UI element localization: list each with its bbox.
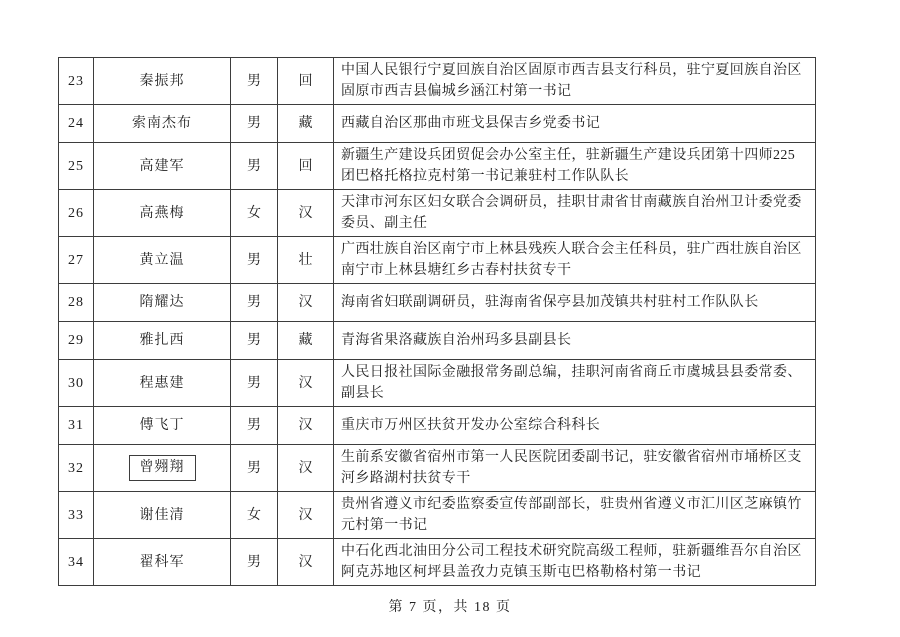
table-row xyxy=(59,322,816,360)
cell-ethnicity: 回 xyxy=(278,58,334,105)
cell-ethnicity: 汉 xyxy=(278,190,334,237)
roster-table-body xyxy=(59,58,816,586)
cell-gender: 男 xyxy=(231,143,278,190)
table-row xyxy=(59,445,816,492)
cell-ethnicity: 汉 xyxy=(278,360,334,407)
cell-gender: 女 xyxy=(231,492,278,539)
cell-ethnicity: 藏 xyxy=(278,322,334,360)
roster-table xyxy=(58,57,816,586)
cell-number: 25 xyxy=(59,143,94,190)
table-row xyxy=(59,58,816,105)
table-row xyxy=(59,237,816,284)
cell-number: 26 xyxy=(59,190,94,237)
cell-ethnicity: 藏 xyxy=(278,105,334,143)
cell-gender: 男 xyxy=(231,58,278,105)
table-row xyxy=(59,143,816,190)
cell-name: 雅扎西 xyxy=(94,322,231,360)
cell-description: 中石化西北油田分公司工程技术研究院高级工程师，驻新疆维吾尔自治区阿克苏地区柯坪县盖孜力克镇玉斯屯巴格勒格村第一书记 xyxy=(334,539,816,586)
cell-number: 33 xyxy=(59,492,94,539)
cell-description: 重庆市万州区扶贫开发办公室综合科科长 xyxy=(334,407,816,445)
cell-ethnicity: 壮 xyxy=(278,237,334,284)
cell-number: 31 xyxy=(59,407,94,445)
table-row xyxy=(59,105,816,143)
cell-number: 23 xyxy=(59,58,94,105)
cell-number: 27 xyxy=(59,237,94,284)
cell-gender: 男 xyxy=(231,539,278,586)
table-row xyxy=(59,284,816,322)
cell-name: 翟科军 xyxy=(94,539,231,586)
cell-description: 青海省果洛藏族自治州玛多县副县长 xyxy=(334,322,816,360)
cell-name: 傅飞丁 xyxy=(94,407,231,445)
cell-number: 34 xyxy=(59,539,94,586)
cell-gender: 男 xyxy=(231,284,278,322)
cell-description: 西藏自治区那曲市班戈县保吉乡党委书记 xyxy=(334,105,816,143)
cell-name: 黄立温 xyxy=(94,237,231,284)
cell-description: 广西壮族自治区南宁市上林县残疾人联合会主任科员，驻广西壮族自治区南宁市上林县塘红乡古春村扶贫专干 xyxy=(334,237,816,284)
cell-gender: 男 xyxy=(231,237,278,284)
cell-description: 人民日报社国际金融报常务副总编，挂职河南省商丘市虞城县县委常委、副县长 xyxy=(334,360,816,407)
cell-name: 索南杰布 xyxy=(94,105,231,143)
cell-description: 贵州省遵义市纪委监察委宣传部副部长，驻贵州省遵义市汇川区芝麻镇竹元村第一书记 xyxy=(334,492,816,539)
cell-ethnicity: 汉 xyxy=(278,445,334,492)
cell-number: 32 xyxy=(59,445,94,492)
page-number-footer: 第 7 页，共 18 页 xyxy=(388,600,512,615)
cell-description: 海南省妇联副调研员，驻海南省保亭县加茂镇共村驻村工作队队长 xyxy=(334,284,816,322)
cell-number: 28 xyxy=(59,284,94,322)
table-row xyxy=(59,190,816,237)
cell-gender: 男 xyxy=(231,407,278,445)
cell-description: 生前系安徽省宿州市第一人民医院团委副书记，驻安徽省宿州市埇桥区支河乡路湖村扶贫专干 xyxy=(334,445,816,492)
cell-number: 30 xyxy=(59,360,94,407)
cell-gender: 男 xyxy=(231,445,278,492)
cell-description: 新疆生产建设兵团贸促会办公室主任，驻新疆生产建设兵团第十四师225团巴格托格拉克村第一书记兼驻村工作队队长 xyxy=(334,143,816,190)
deceased-name-box: 曾翙翔 xyxy=(129,455,196,481)
cell-ethnicity: 汉 xyxy=(278,492,334,539)
cell-description: 中国人民银行宁夏回族自治区固原市西吉县支行科员，驻宁夏回族自治区固原市西吉县偏城乡涵江村第一书记 xyxy=(334,58,816,105)
table-row xyxy=(59,539,816,586)
cell-gender: 男 xyxy=(231,105,278,143)
cell-ethnicity: 汉 xyxy=(278,284,334,322)
table-row xyxy=(59,407,816,445)
cell-ethnicity: 汉 xyxy=(278,539,334,586)
cell-name: 隋耀达 xyxy=(94,284,231,322)
cell-gender: 男 xyxy=(231,322,278,360)
cell-name: 程惠建 xyxy=(94,360,231,407)
cell-number: 24 xyxy=(59,105,94,143)
cell-number: 29 xyxy=(59,322,94,360)
cell-name: 谢佳清 xyxy=(94,492,231,539)
cell-name: 高建军 xyxy=(94,143,231,190)
cell-gender: 男 xyxy=(231,360,278,407)
table-row xyxy=(59,360,816,407)
cell-name: 高燕梅 xyxy=(94,190,231,237)
cell-description: 天津市河东区妇女联合会调研员，挂职甘肃省甘南藏族自治州卫计委党委委员、副主任 xyxy=(334,190,816,237)
cell-gender: 女 xyxy=(231,190,278,237)
cell-ethnicity: 回 xyxy=(278,143,334,190)
cell-ethnicity: 汉 xyxy=(278,407,334,445)
cell-name xyxy=(94,445,231,492)
table-row xyxy=(59,492,816,539)
cell-name: 秦振邦 xyxy=(94,58,231,105)
